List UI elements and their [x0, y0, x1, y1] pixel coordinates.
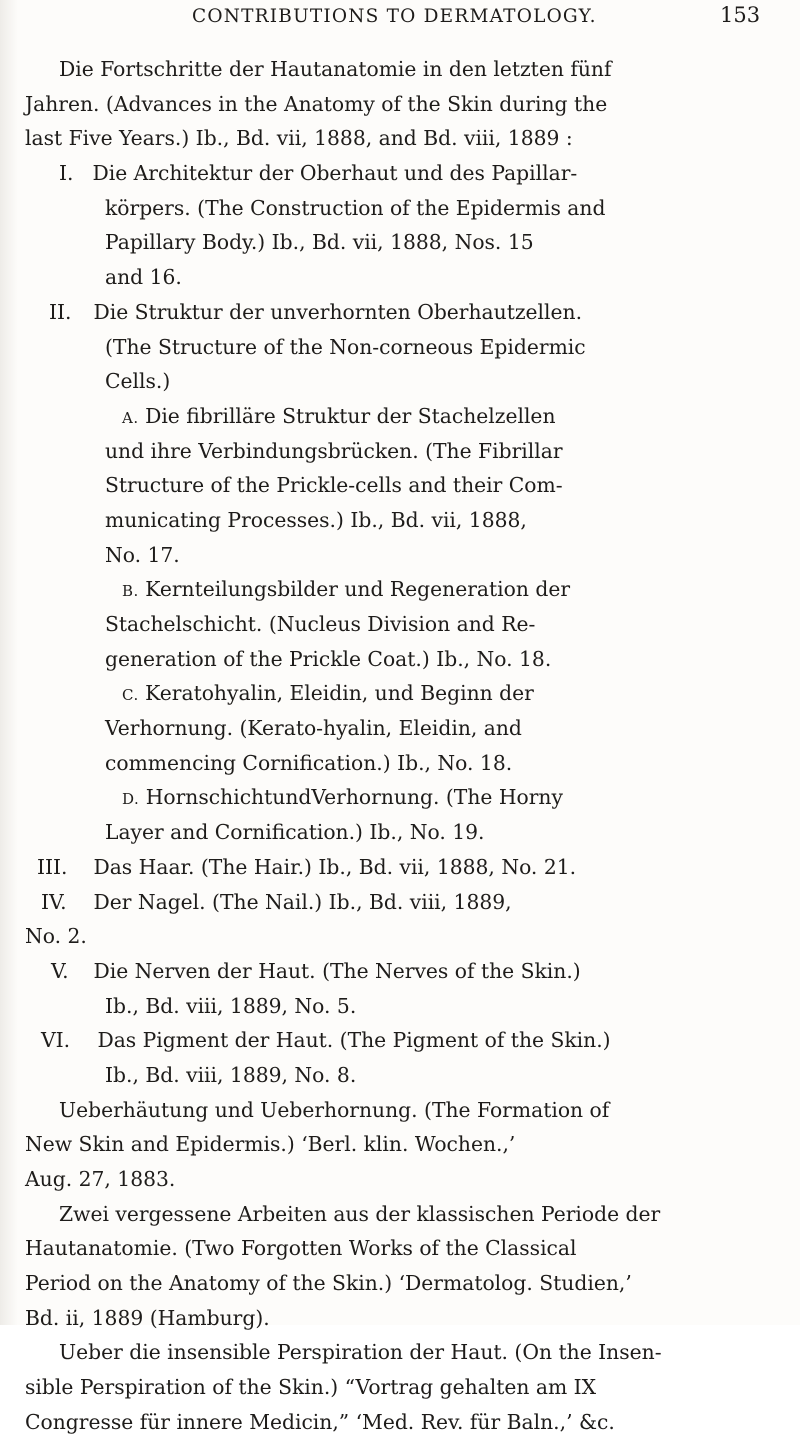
- subsection-letter: B.: [122, 582, 139, 601]
- section-number: IV.: [41, 889, 67, 914]
- text-line: [0, 399, 800, 434]
- line-text: Jahren. (Advances in the Anatomy of the Skin during the: [25, 91, 608, 116]
- text-line: [0, 468, 800, 503]
- line-text: Das Pigment der Haut. (The Pigment of the Skin.): [97, 1028, 611, 1053]
- text-line: [0, 52, 800, 87]
- line-text: Die Fortschritte der Hautanatomie in den letzten fünf: [59, 57, 612, 81]
- subsection-letter: A.: [122, 408, 139, 427]
- line-text: (The Structure of the Non-corneous Epidermic: [105, 334, 586, 359]
- subsection-letter: D.: [122, 790, 140, 809]
- section-number: III.: [37, 854, 68, 879]
- line-text: Papillary Body.) Ib., Bd. vii, 1888, Nos. 15: [105, 230, 534, 255]
- line-text: Verhornung. (Kerato-hyalin, Eleidin, and: [105, 716, 522, 741]
- text-line: [0, 364, 800, 399]
- running-head: [0, 3, 800, 36]
- line-text: Die Nerven der Haut. (The Nerves of the Skin.): [93, 958, 581, 983]
- text-line: [0, 434, 800, 469]
- text-line: [0, 1301, 800, 1336]
- section-number: VI.: [41, 1028, 71, 1053]
- text-line: [0, 780, 800, 815]
- text-line: [0, 676, 800, 711]
- text-line: [0, 954, 800, 989]
- text-line: [0, 1266, 800, 1301]
- page-number: 153: [720, 3, 761, 27]
- text-line: [0, 503, 800, 538]
- line-text: Ib., Bd. viii, 1889, No. 8.: [105, 1062, 357, 1087]
- line-text: Bd. ii, 1889 (Hamburg).: [25, 1305, 270, 1330]
- line-text: Ueber die insensible Perspiration der Haut. (On the Insen-: [59, 1340, 662, 1365]
- line-text: sible Perspiration of the Skin.) “Vortrag gehalten am IX: [25, 1375, 597, 1400]
- line-text: Ib., Bd. viii, 1889, No. 5.: [105, 993, 357, 1018]
- line-text: Congresse für innere Medicin,” ‘Med. Rev. für Baln.,’ &c.: [25, 1409, 615, 1434]
- line-text: körpers. (The Construction of the Epidermis and: [105, 195, 606, 220]
- bibliography-text: [0, 52, 800, 1440]
- text-line: [0, 225, 800, 260]
- line-text: Structure of the Prickle-cells and their Com-: [105, 473, 563, 498]
- text-line: [0, 1162, 800, 1197]
- text-line: [0, 1405, 800, 1440]
- text-line: [0, 642, 800, 677]
- text-line: [0, 919, 800, 954]
- text-line: [0, 850, 800, 885]
- text-line: [0, 1370, 800, 1405]
- text-line: [0, 330, 800, 365]
- line-text: and 16.: [105, 265, 182, 290]
- line-text: New Skin and Epidermis.) ‘Berl. klin. Wochen.,’: [25, 1132, 516, 1157]
- section-number: V.: [51, 958, 69, 983]
- line-text: Keratohyalin, Eleidin, und Beginn der: [145, 681, 534, 706]
- text-line: [0, 1335, 800, 1370]
- line-text: Cells.): [105, 369, 171, 394]
- line-text: Layer and Cornification.) Ib., No. 19.: [105, 820, 485, 845]
- line-text: Aug. 27, 1883.: [25, 1167, 176, 1191]
- text-line: [0, 746, 800, 781]
- section-number: I.: [59, 161, 74, 186]
- text-line: [0, 156, 800, 191]
- line-text: Period on the Anatomy of the Skin.) ‘Dermatolog. Studien,’: [25, 1271, 632, 1296]
- text-line: [0, 572, 800, 607]
- text-line: [0, 295, 800, 330]
- text-line: [0, 1127, 800, 1162]
- text-line: [0, 121, 800, 156]
- line-text: Hautanatomie. (Two Forgotten Works of the Classical: [25, 1236, 577, 1261]
- line-text: Kernteilungsbilder und Regeneration der: [145, 577, 571, 602]
- line-text: No. 17.: [105, 542, 180, 567]
- text-line: [0, 260, 800, 295]
- text-line: [0, 1058, 800, 1093]
- line-text: Die Struktur der unverhornten Oberhautzellen.: [93, 299, 583, 324]
- line-text: generation of the Prickle Coat.) Ib., No. 18.: [105, 646, 552, 671]
- line-text: Stachelschicht. (Nucleus Division and Re-: [105, 612, 536, 636]
- line-text: Die fibrilläre Struktur der Stachelzellen: [145, 403, 556, 428]
- line-text: No. 2.: [25, 924, 87, 949]
- line-text: Ueberhäutung und Ueberhornung. (The Formation of: [59, 1097, 610, 1122]
- line-text: Das Haar. (The Hair.) Ib., Bd. vii, 1888, No. 21.: [93, 854, 577, 879]
- line-text: Zwei vergessene Arbeiten aus der klassischen Periode der: [59, 1201, 661, 1226]
- line-text: und ihre Verbindungsbrücken. (The Fibrillar: [105, 438, 563, 463]
- line-text: Der Nagel. (The Nail.) Ib., Bd. viii, 1889,: [93, 889, 512, 914]
- text-line: [0, 607, 800, 642]
- text-line: [0, 1093, 800, 1128]
- line-text: last Five Years.) Ib., Bd. vii, 1888, and Bd. viii, 1889 :: [25, 126, 573, 151]
- text-line: [0, 191, 800, 226]
- text-line: [0, 711, 800, 746]
- section-number: II.: [49, 299, 72, 324]
- text-line: [0, 1231, 800, 1266]
- text-line: [0, 885, 800, 920]
- line-text: municating Processes.) Ib., Bd. vii, 1888,: [105, 507, 527, 532]
- running-title: CONTRIBUTIONS TO DERMATOLOGY.: [192, 6, 597, 27]
- line-text: HornschichtundVerhornung. (The Horny: [145, 785, 563, 810]
- subsection-letter: C.: [122, 686, 139, 705]
- text-line: [0, 989, 800, 1024]
- text-line: [0, 538, 800, 573]
- text-line: [0, 87, 800, 122]
- line-text: Die Architektur der Oberhaut und des Papillar-: [92, 161, 578, 186]
- line-text: commencing Cornification.) Ib., No. 18.: [105, 750, 513, 775]
- text-line: [0, 1023, 800, 1058]
- text-line: [0, 815, 800, 850]
- text-line: [0, 1197, 800, 1232]
